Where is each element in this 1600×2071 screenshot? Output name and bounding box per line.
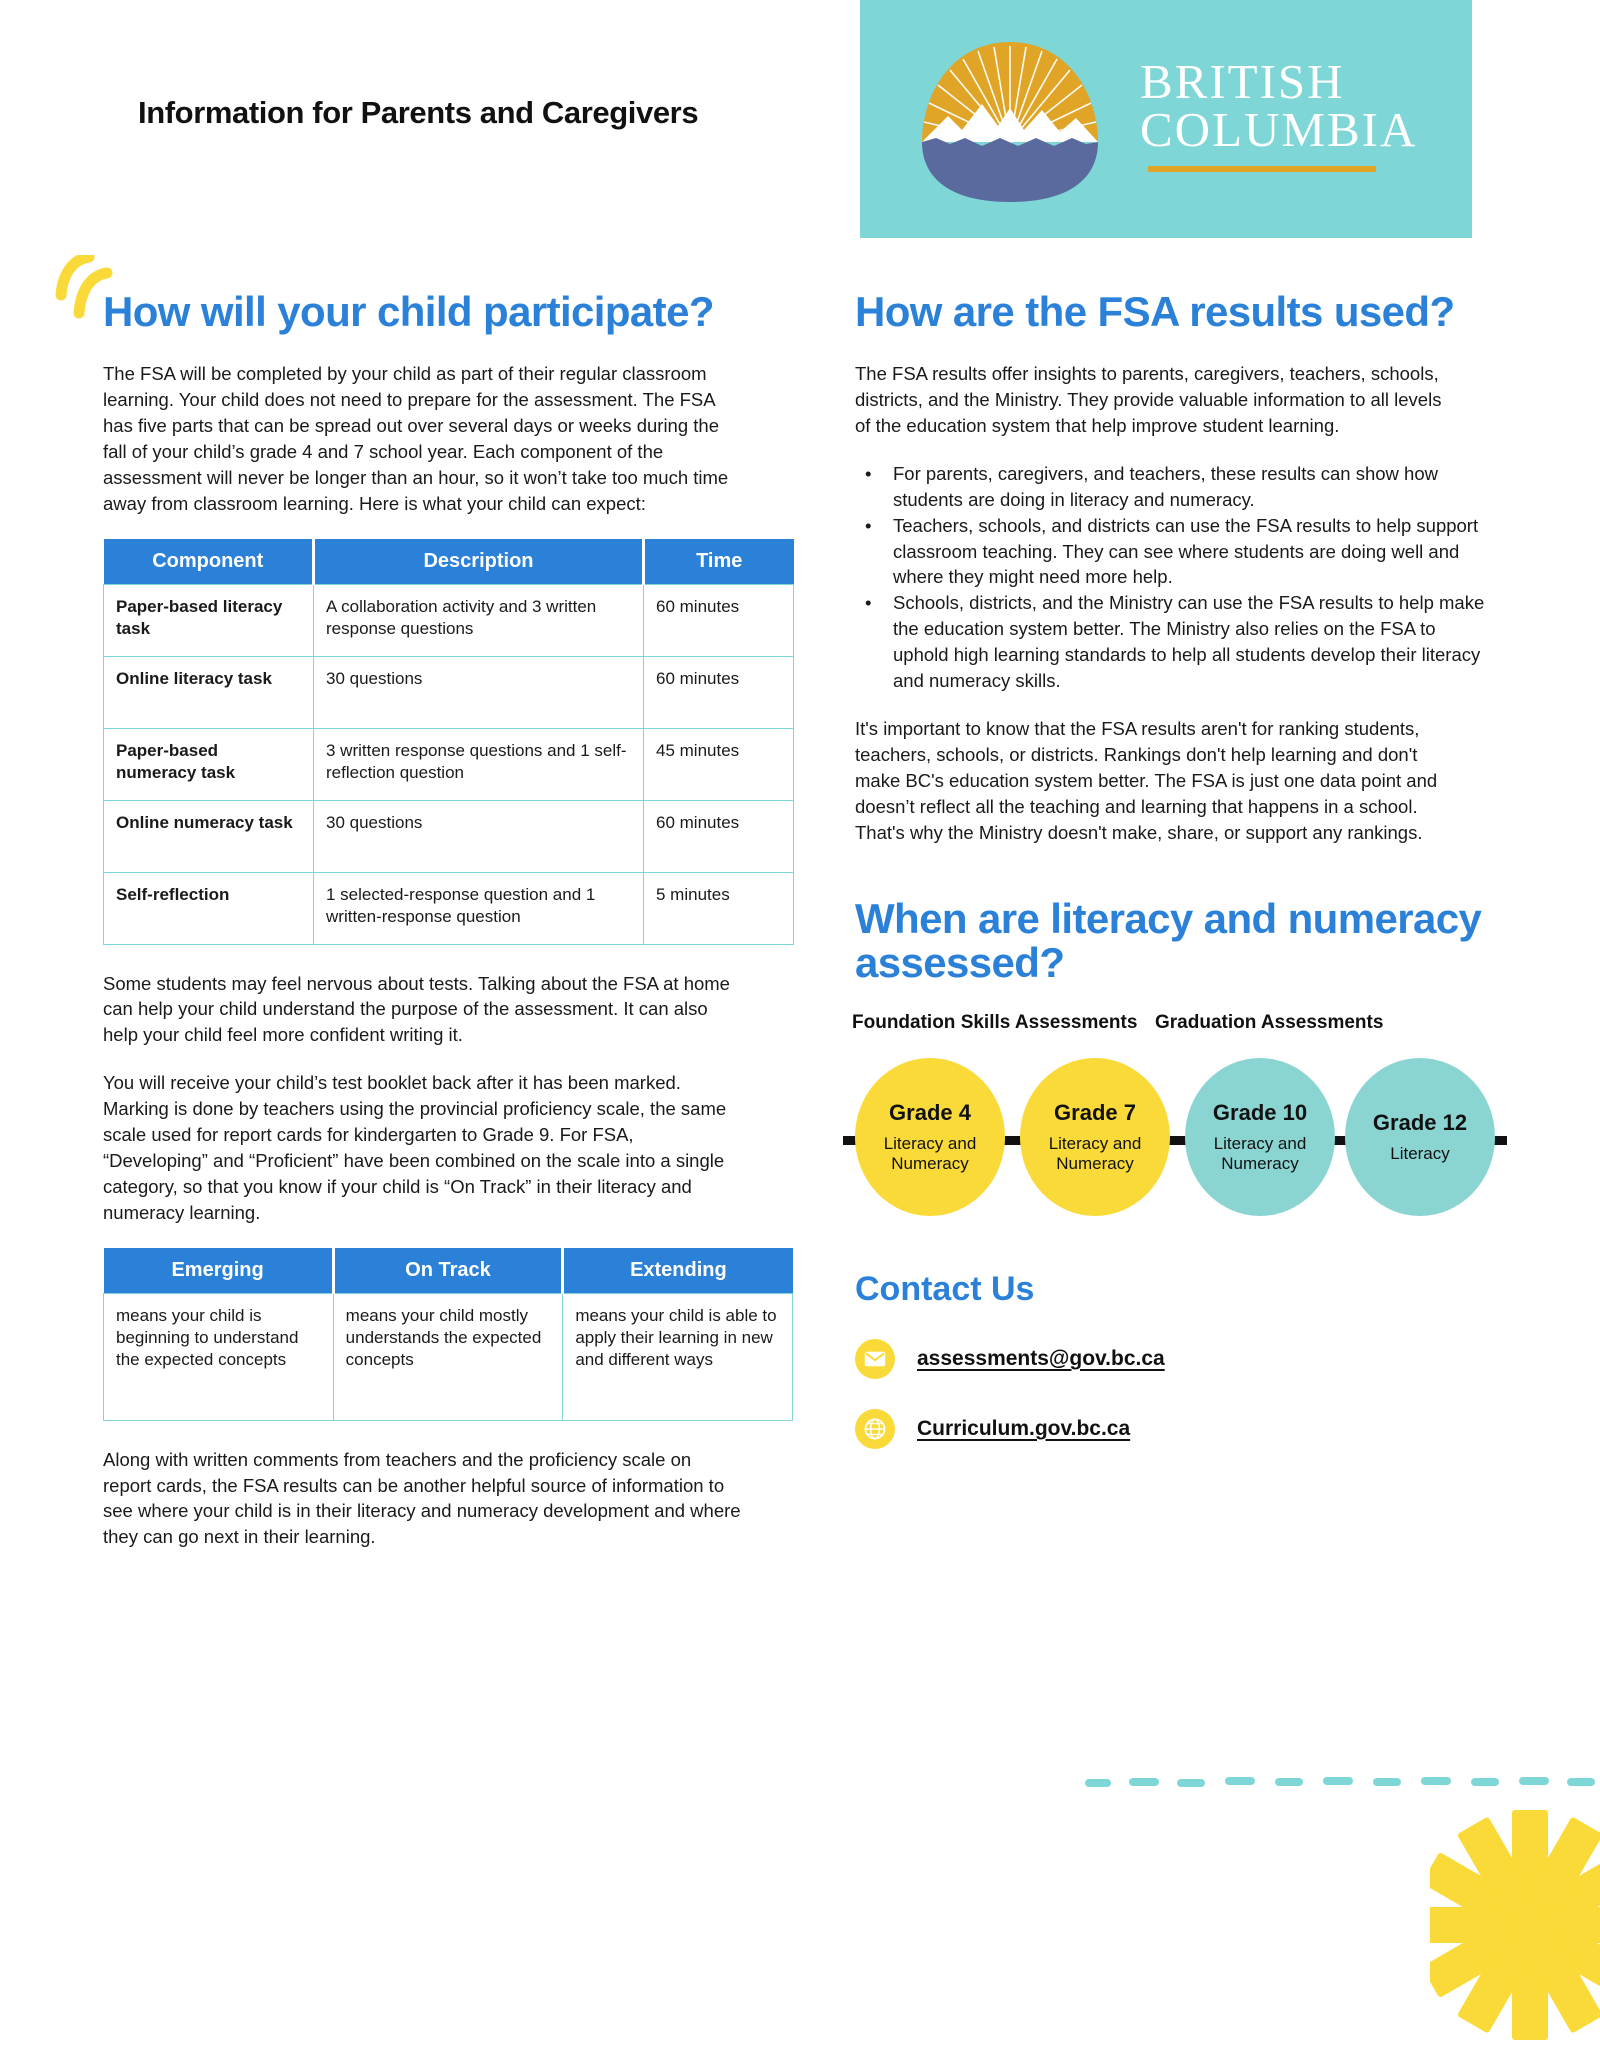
envelope-icon xyxy=(855,1339,895,1379)
heading-how-will-your-child-participate: How will your child participate? xyxy=(103,288,714,335)
cell-description: 3 written response questions and 1 self-reflection question xyxy=(314,728,644,800)
column-header-emerging: Emerging xyxy=(104,1248,334,1294)
contact-website-row[interactable] xyxy=(855,1409,1485,1449)
list-item xyxy=(855,513,1485,591)
contact-email-link[interactable]: assessments@gov.bc.ca xyxy=(917,1346,1165,1370)
column-header-description: Description xyxy=(314,539,644,585)
bc-wordmark-underline xyxy=(1148,166,1376,172)
cell-description: 30 questions xyxy=(314,800,644,872)
grade-node-title: Grade 7 xyxy=(1054,1099,1136,1125)
cell-emerging-definition: means your child is beginning to understand the expected concepts xyxy=(104,1293,334,1420)
paragraph-nervous: Some students may feel nervous about tests. Talking about the FSA at home can help your child understand the purpose of the assessment. It can also help your child feel more confident writing it. xyxy=(103,972,730,1046)
cell-time: 60 minutes xyxy=(644,584,794,656)
list-item-text: Teachers, schools, and districts can use the FSA results to help support classroom teaching. They can see where students are doing well and where they might need more help. xyxy=(893,514,1479,588)
bc-wordmark-line2: COLUMBIA xyxy=(1140,102,1418,158)
paragraph-insights: The FSA results offer insights to parents, caregivers, teachers, schools, districts, and the Ministry. They provide valuable information to all levels of the education system that help improve student learning. xyxy=(855,363,1442,437)
table-row xyxy=(104,1293,793,1420)
grade-timeline-diagram xyxy=(855,1058,1495,1218)
column-header-component: Component xyxy=(104,539,314,585)
list-item-text: For parents, caregivers, and teachers, these results can show how students are doing in literacy and numeracy. xyxy=(893,462,1438,510)
bc-sun-mountain-icon xyxy=(890,30,1130,210)
cell-component: Self-reflection xyxy=(104,872,314,944)
globe-icon xyxy=(855,1409,895,1449)
cell-on-track-definition: means your child mostly understands the expected concepts xyxy=(333,1293,563,1420)
paragraph-ranking: It's important to know that the FSA results aren't for ranking students, teachers, schools, or districts. Rankings don't help learning and don't make BC's education system better. The FSA is just one data point and doesn’t reflect all the teaching and learning that happens in a school. That's why the Ministry doesn't make, share, or support any rankings. xyxy=(855,717,1438,843)
bullet-icon: • xyxy=(865,592,872,614)
cell-component: Paper-based numeracy task xyxy=(104,728,314,800)
paragraph-along-with: Along with written comments from teachers and the proficiency scale on report cards, the FSA results can be another helpful source of information to see where your child is in their literacy and numeracy development and where they can go next in their learning. xyxy=(103,1448,741,1548)
cell-description: 1 selected-response question and 1 written-response question xyxy=(314,872,644,944)
british-columbia-logo xyxy=(890,30,1450,210)
table-row xyxy=(104,872,794,944)
column-header-on-track: On Track xyxy=(333,1248,563,1294)
grade-node-title: Grade 4 xyxy=(889,1099,971,1125)
assessment-group-labels xyxy=(852,1011,1485,1046)
grade-node-subject: Literacy and Numeracy xyxy=(883,1133,977,1173)
cell-extending-definition: means your child is able to apply their learning in new and different ways xyxy=(563,1293,793,1420)
bullet-icon: • xyxy=(865,514,872,536)
contact-website-link[interactable]: Curriculum.gov.bc.ca xyxy=(917,1416,1131,1440)
heading-when-are-literacy-numeracy-assessed: When are literacy and numeracy assessed? xyxy=(855,895,1482,986)
component-table xyxy=(103,539,794,945)
bullet-icon: • xyxy=(865,462,872,484)
bc-wordmark-line1: BRITISH xyxy=(1140,54,1345,109)
cell-description: A collaboration activity and 3 written response questions xyxy=(314,584,644,656)
proficiency-scale-table xyxy=(103,1248,793,1421)
table-row xyxy=(104,728,794,800)
column-header-time: Time xyxy=(644,539,794,585)
cell-description: 30 questions xyxy=(314,656,644,728)
grade-node-title: Grade 10 xyxy=(1212,1099,1308,1125)
label-graduation-assessments: Graduation Assessments xyxy=(1155,1011,1384,1033)
page-header xyxy=(0,0,1600,245)
grade-node-grade-7 xyxy=(1020,1058,1170,1216)
cell-time: 60 minutes xyxy=(644,656,794,728)
paragraph-booklet: You will receive your child’s test booklet back after it has been marked. Marking is done by teachers using the provincial proficiency scale, the same scale used for report cards for kindergarten to Grade 9. For FSA, “Developing” and “Proficient” have been combined on the scale into a single category, so that you know if your child is “On Track” in their literacy and numeracy learning. xyxy=(103,1072,727,1223)
cell-time: 45 minutes xyxy=(644,728,794,800)
list-item xyxy=(855,590,1485,694)
right-column xyxy=(852,288,1485,1449)
grade-node-grade-10 xyxy=(1185,1058,1335,1216)
table-row xyxy=(104,656,794,728)
grade-node-subject: Literacy xyxy=(1390,1143,1450,1163)
list-item-text: Schools, districts, and the Ministry can use the FSA results to help make the education system better. The Ministry also relies on the FSA to uphold high learning standards to help all students develop their literacy and numeracy skills. xyxy=(893,592,1485,692)
contact-email-row[interactable] xyxy=(855,1339,1485,1379)
list-item xyxy=(855,461,1485,513)
grade-node-title: Grade 12 xyxy=(1372,1109,1468,1135)
cell-component: Paper-based literacy task xyxy=(104,584,314,656)
cell-time: 60 minutes xyxy=(644,800,794,872)
page-title: Information for Parents and Caregivers xyxy=(138,95,699,130)
table-header-row xyxy=(104,539,794,585)
cell-time: 5 minutes xyxy=(644,872,794,944)
column-header-extending: Extending xyxy=(563,1248,793,1294)
heading-contact-us: Contact Us xyxy=(855,1269,1035,1308)
teal-dashed-divider xyxy=(1085,1775,1600,1789)
yellow-asterisk-decoration xyxy=(1430,1810,1600,2040)
table-row xyxy=(104,584,794,656)
table-header-row xyxy=(104,1248,793,1294)
grade-node-grade-12 xyxy=(1345,1058,1495,1216)
results-usage-list xyxy=(855,461,1485,694)
grade-node-subject: Literacy and Numeracy xyxy=(1048,1133,1142,1173)
paragraph-intro: The FSA will be completed by your child as part of their regular classroom learning. Your child does not need to prepare for the assessment. The FSA has five parts that can be spread out over several days or weeks during the fall of your child’s grade 4 and 7 school year. Each component of the assessment will never be longer than an hour, so it won’t take too much time away from classroom learning. Here is what your child can expect: xyxy=(103,363,729,514)
left-column xyxy=(103,290,793,1572)
label-foundation-skills-assessments: Foundation Skills Assessments xyxy=(852,1011,1138,1033)
cell-component: Online literacy task xyxy=(104,656,314,728)
heading-how-are-fsa-results-used: How are the FSA results used? xyxy=(855,288,1455,335)
cell-component: Online numeracy task xyxy=(104,800,314,872)
table-row xyxy=(104,800,794,872)
bc-wordmark xyxy=(1140,54,1418,158)
grade-node-subject: Literacy and Numeracy xyxy=(1213,1133,1307,1173)
grade-node-grade-4 xyxy=(855,1058,1005,1216)
